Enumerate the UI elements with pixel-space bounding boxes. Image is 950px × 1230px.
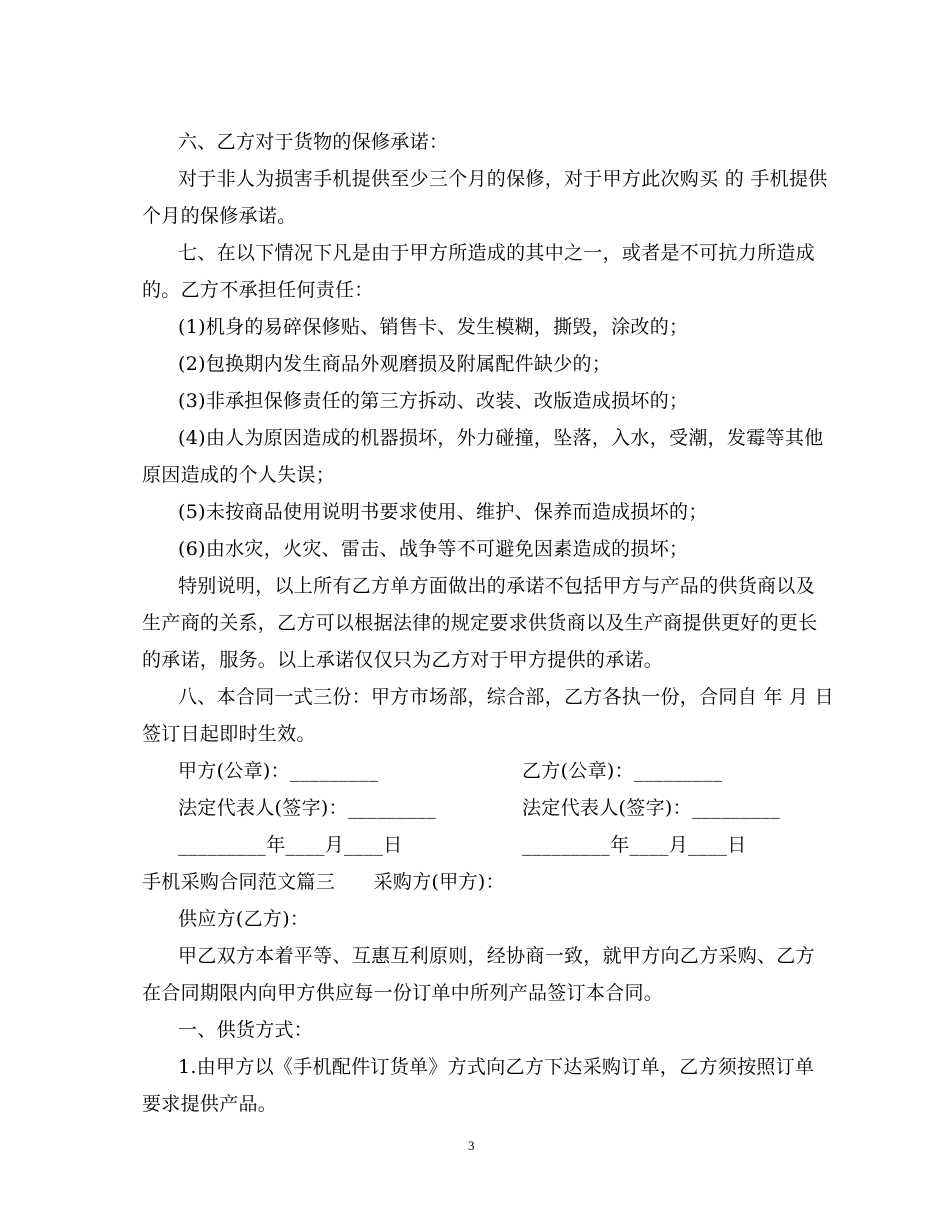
paragraph-line: 的。乙方不承担任何责任： (142, 279, 374, 301)
clause-8-heading: 八、本合同一式三份：甲方市场部，综合部，乙方各执一份，合同自 年 月 日 (178, 686, 834, 708)
paragraph-line: 供应方(乙方)： (178, 908, 310, 930)
party-a-seal: 甲方(公章)：_________ (178, 760, 379, 782)
paragraph-line: 签订日起即时生效。 (142, 723, 316, 745)
paragraph-line: 1.由甲方以《手机配件订货单》方式向乙方下达采购订单，乙方须按照订单 (178, 1056, 815, 1078)
list-item: (3)非承担保修责任的第三方拆动、改装、改版造成损坏的； (178, 390, 689, 412)
clause-7-heading: 七、在以下情况下凡是由于甲方所造成的其中之一，或者是不可抗力所造成 (178, 242, 815, 264)
party-b-date: _________年____月____日 (522, 834, 747, 856)
paragraph-line: 生产商的关系，乙方可以根据法律的规定要求供货商以及生产商提供更好的更长 (142, 612, 818, 634)
paragraph-line: 甲乙双方本着平等、互惠互利原则，经协商一致，就甲方向乙方采购、乙方 (178, 945, 815, 967)
party-b-seal: 乙方(公章)：_________ (522, 760, 723, 782)
party-b-representative: 法定代表人(签字)：_________ (522, 797, 781, 819)
list-item: (1)机身的易碎保修贴、销售卡、发生模糊，撕毁，涂改的； (178, 316, 689, 338)
list-item-continuation: 原因造成的个人失误； (142, 464, 336, 486)
list-item: (2)包换期内发生商品外观磨损及附属配件缺少的； (178, 353, 612, 375)
clause-1-heading: 一、供货方式： (178, 1019, 314, 1041)
paragraph-line: 个月的保修承诺。 (142, 205, 297, 227)
party-a-representative: 法定代表人(签字)：_________ (178, 797, 437, 819)
list-item: (4)由人为原因造成的机器损坏，外力碰撞，坠落，入水，受潮，发霉等其他 (178, 427, 824, 449)
section-title: 手机采购合同范文篇三 采购方(甲方)： (142, 871, 505, 893)
clause-6-heading: 六、乙方对于货物的保修承诺： (178, 131, 449, 153)
special-note: 特别说明，以上所有乙方单方面做出的承诺不包括甲方与产品的供货商以及 (178, 575, 815, 597)
paragraph-line: 要求提供产品。 (142, 1093, 278, 1115)
page-number: 3 (468, 1138, 475, 1153)
paragraph-line: 对于非人为损害手机提供至少三个月的保修，对于甲方此次购买 的 手机提供 (178, 168, 828, 190)
party-a-date: _________年____月____日 (178, 834, 403, 856)
list-item: (5)未按商品使用说明书要求使用、维护、保养而造成损坏的； (178, 501, 708, 523)
paragraph-line: 在合同期限内向甲方供应每一份订单中所列产品签订本合同。 (142, 982, 664, 1004)
paragraph-line: 的承诺，服务。以上承诺仅仅只为乙方对于甲方提供的承诺。 (142, 649, 664, 671)
list-item: (6)由水灾，火灾、雷击、战争等不可避免因素造成的损坏； (178, 538, 689, 560)
